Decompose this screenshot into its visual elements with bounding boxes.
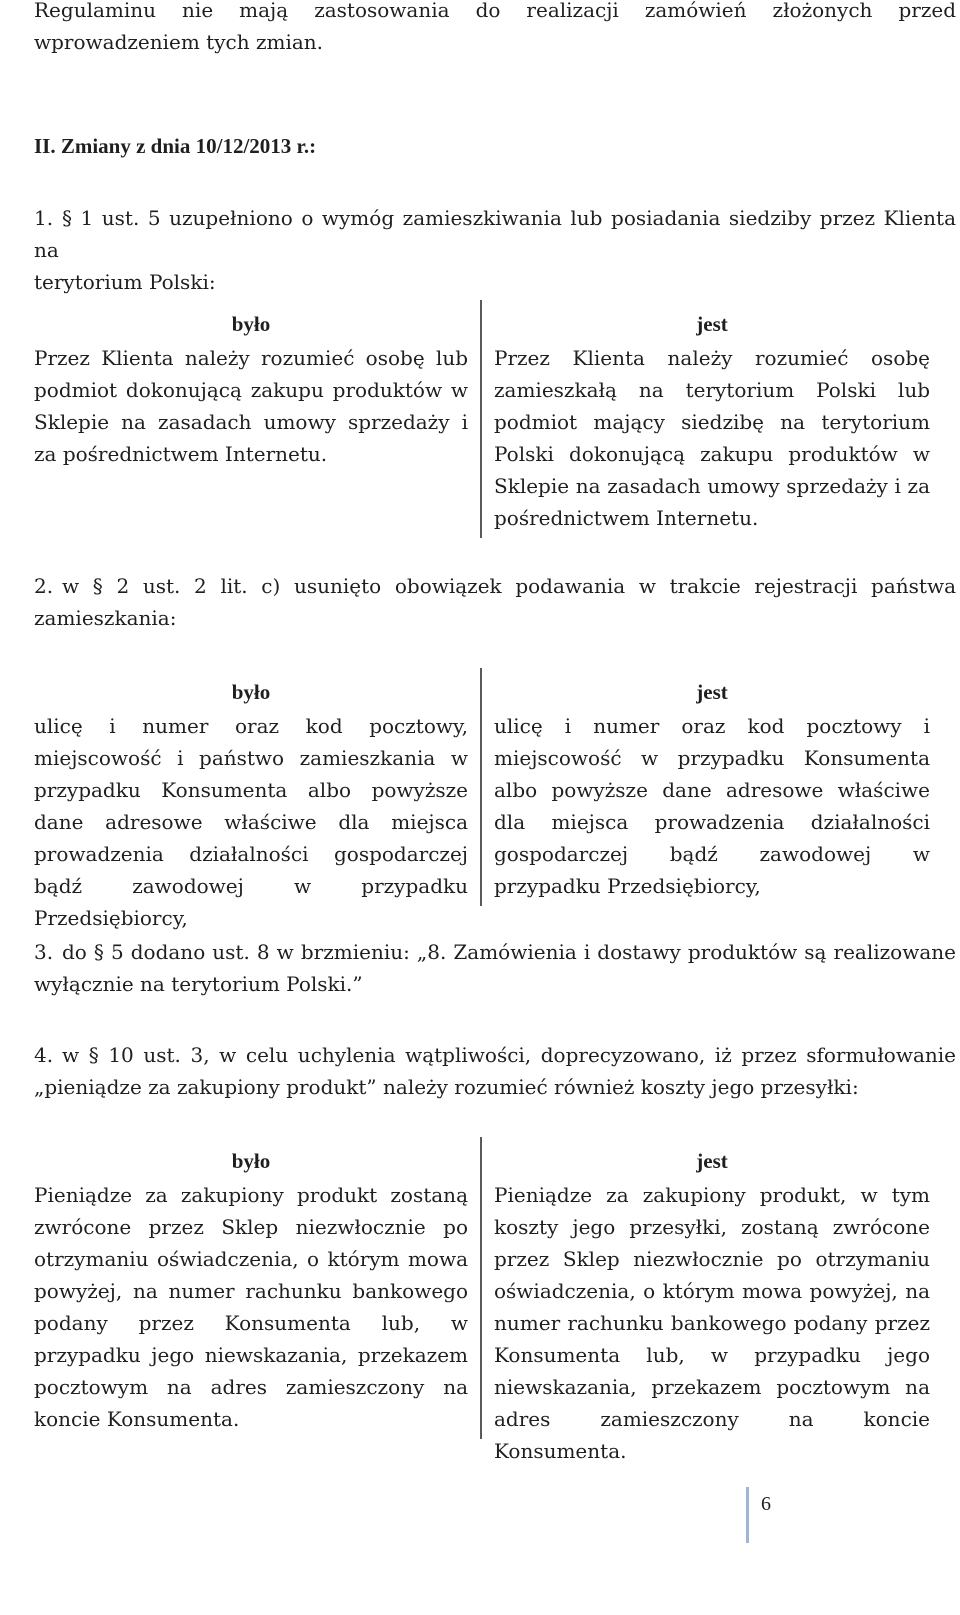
list-item-1-number: 1. (34, 206, 54, 230)
list-item-4-text-line-2: „pieniądze za zakupiony produkt” należy rozumieć również koszty jego przesyłki: (34, 1075, 859, 1099)
list-item-3-text-line-2: wyłącznie na terytorium Polski.” (34, 972, 363, 996)
comparison-2-after-text: ulicę i numer oraz kod pocztowy i miejscowość w przypadku Konsumenta albo powyższe dane adresowe właściwe dla miejsca prowadzenia działalności gospodarczej bądź zawodowej w przypadku Przedsiębiorcy, (494, 714, 930, 898)
comparison-1-after-text: Przez Klienta należy rozumieć osobę zamieszkałą na terytorium Polski lub podmiot mający siedzibę na terytorium Polski dokonującą zakupu produktów w Sklepie na zasadach umowy sprzedaży i za pośrednictwem Internetu. (494, 346, 930, 530)
intro-line-2: wprowadzeniem tych zmian. (34, 30, 324, 54)
comparison-3-before-text: Pieniądze za zakupiony produkt zostaną zwrócone przez Sklep niezwłocznie po otrzymaniu oświadczenia, o którym mowa powyżej, na numer rachunku bankowego podany przez Konsumenta lub, w przypadku jego niewskazania, przekazem pocztowym na adres zamieszczony na koncie Konsumenta. (34, 1183, 468, 1431)
comparison-1-after-heading: jest (696, 312, 728, 336)
list-item-1-text-line-1: § 1 ust. 5 uzupełniono o wymóg zamieszkiwania lub posiadania siedziby przez Klienta na (34, 206, 956, 262)
comparison-3-after-text: Pieniądze za zakupiony produkt, w tym koszty jego przesyłki, zostaną zwrócone przez Sklep niezwłocznie po otrzymaniu oświadczenia, o którym mowa powyżej, na numer rachunku bankowego podany przez Konsumenta lub, w przypadku jego niewskazania, przekazem pocztowym na adres zamieszczony na koncie Konsumenta. (494, 1183, 930, 1463)
comparison-1-before-column (34, 300, 480, 538)
comparison-3-before-heading: było (231, 1149, 271, 1173)
intro-paragraph (34, 0, 956, 58)
list-item-1-text-line-2: terytorium Polski: (34, 270, 216, 294)
page-number-value: 6 (761, 1493, 771, 1515)
comparison-3-before-column (34, 1137, 480, 1439)
section-title: II. Zmiany z dnia 10/12/2013 r.: (34, 134, 317, 158)
comparison-2-before-column (34, 668, 480, 930)
document-page (34, 0, 956, 1615)
comparison-3-after-column (480, 1137, 930, 1463)
list-item-3-text-line-1: do § 5 dodano ust. 8 w brzmieniu: „8. Zamówienia i dostawy produktów są realizowane (62, 940, 956, 964)
comparison-2-after-heading: jest (696, 680, 728, 704)
comparison-1-after-column (480, 300, 930, 538)
comparison-table-3 (34, 1137, 956, 1463)
comparison-2-before-heading: było (231, 680, 271, 704)
page-number (746, 1487, 771, 1543)
list-item-4-number: 4. (34, 1043, 54, 1067)
list-item-2-text-line-1: w § 2 ust. 2 lit. c) usunięto obowiązek podawania w trakcie rejestracji państwa (62, 574, 956, 598)
list-item-2 (34, 570, 956, 634)
comparison-1-before-text: Przez Klienta należy rozumieć osobę lub podmiot dokonującą zakupu produktów w Sklepie na zasadach umowy sprzedaży i za pośrednictwem Internetu. (34, 346, 468, 466)
comparison-3-after-heading: jest (696, 1149, 728, 1173)
list-item-4 (34, 1039, 956, 1103)
comparison-2-before-text: ulicę i numer oraz kod pocztowy, miejscowość i państwo zamieszkania w przypadku Konsumenta albo powyższe dane adresowe właściwe dla miejsca prowadzenia działalności gospodarczej bądź zawodowej w przypadku Przedsiębiorcy, (34, 714, 468, 930)
comparison-table-1 (34, 300, 956, 538)
comparison-1-before-heading: było (231, 312, 271, 336)
list-item-2-text-line-2: zamieszkania: (34, 606, 177, 630)
comparison-2-after-column (480, 668, 930, 906)
list-item-3 (34, 936, 956, 1000)
list-item-2-number: 2. (34, 574, 54, 598)
intro-line-1: Regulaminu nie mają zastosowania do realizacji zamówień złożonych przed (34, 0, 956, 22)
comparison-table-2 (34, 668, 956, 930)
list-item-1 (34, 202, 956, 298)
list-item-4-text-line-1: w § 10 ust. 3, w celu uchylenia wątpliwości, doprecyzowano, iż przez sformułowanie (62, 1043, 956, 1067)
list-item-3-number: 3. (34, 940, 54, 964)
